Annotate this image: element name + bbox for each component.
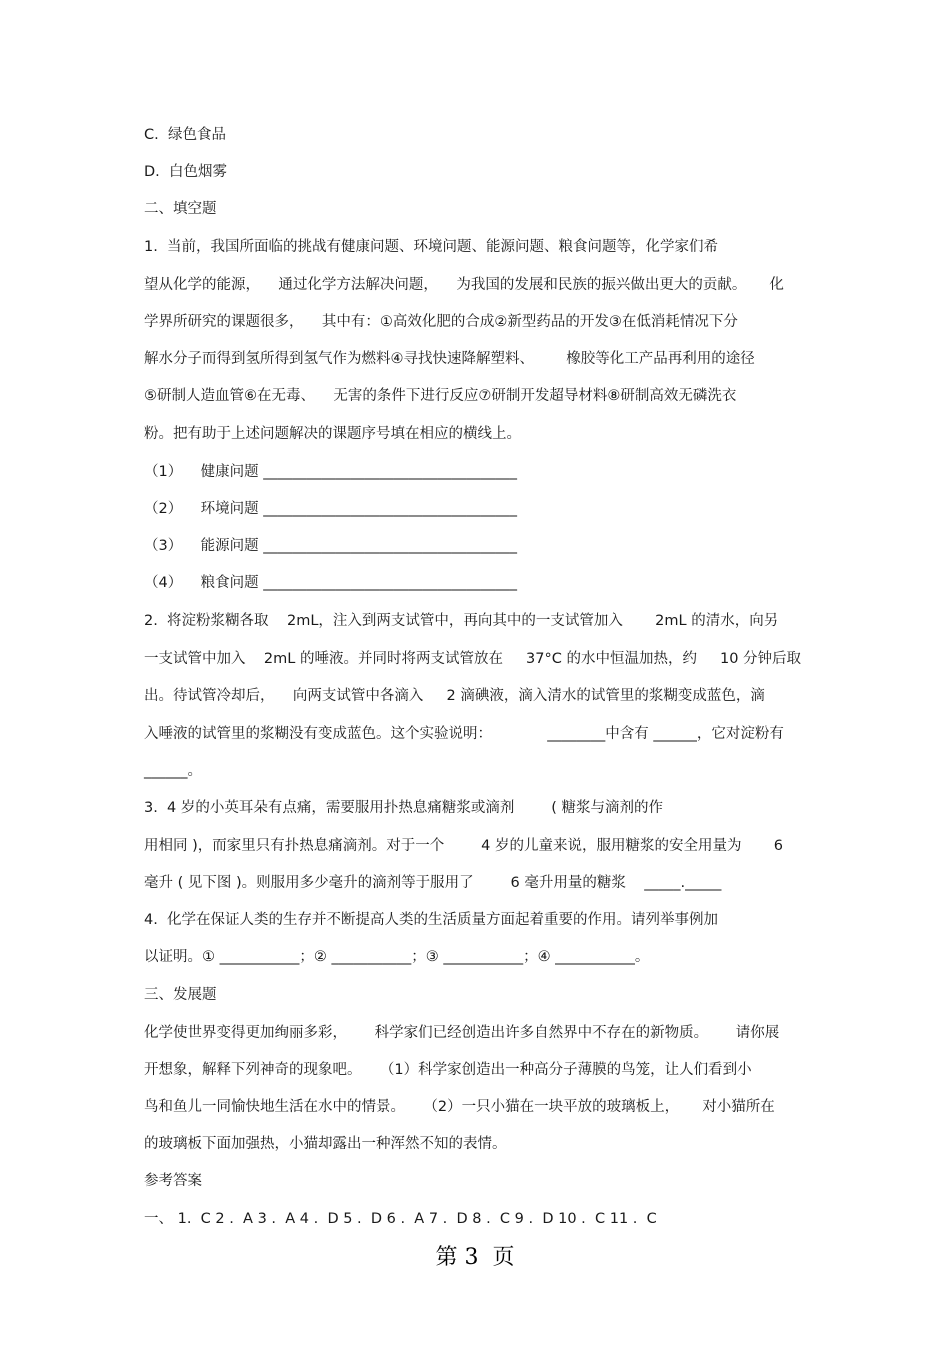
text-line-q4: 以证明。① ___________；② ___________；③ ___________；④ ___________。 (144, 949, 650, 965)
text-line-q3: 用相同 )，而家里只有扑热息痛滴剂。对于一个 4 岁的儿童来说，服用糖浆的安全用量为 6 (144, 838, 783, 854)
text-line-option-d: D. 白色烟雾 (144, 164, 227, 180)
text-line-answers: 一、 1. C 2 . A 3 . A 4 . D 5 . D 6 . A 7 . D 8 . C 9 . D 10 . C 11 . C (144, 1211, 657, 1227)
text-line-development: 鸟和鱼儿一同愉快地生活在水中的情景。 （2）一只小猫在一块平放的玻璃板上， 对小猫所在 (144, 1099, 775, 1115)
text-line-q1: 1. 当前，我国所面临的挑战有健康问题、环境问题、能源问题、粮食问题等，化学家们希 (144, 239, 719, 255)
text-line-q2: 2. 将淀粉浆糊各取 2mL，注入到两支试管中，再向其中的一支试管加入 2mL 的清水，向另 (144, 613, 779, 629)
text-line-q4: 4. 化学在保证人类的生存并不断提高人类的生活质量方面起着重要的作用。请列举事例加 (144, 912, 719, 928)
text-line-option-c: C. 绿色食品 (144, 127, 226, 143)
text-line-q1: 粉。把有助于上述问题解决的课题序号填在相应的横线上。 (144, 426, 521, 442)
text-line-q1: 解水分子而得到氢所得到氢气作为燃料④寻找快速降解塑料、 橡胶等化工产品再利用的途径 (144, 351, 755, 367)
text-line-q2: 出。待试管冷却后， 向两支试管中各滴入 2 滴碘液，滴入清水的试管里的浆糊变成蓝色，滴 (144, 688, 765, 704)
text-line-q3: 毫升 ( 见下图 )。则服用多少毫升的滴剂等于服用了 6 毫升用量的糖浆 _____._____ (144, 875, 722, 891)
text-line-development: 开想象，解释下列神奇的现象吧。 （1）科学家创造出一种高分子薄膜的鸟笼，让人们看到小 (144, 1062, 752, 1078)
text-line-q1: 学界所研究的课题很多， 其中有：①高效化肥的合成②新型药品的开发③在低消耗情况下分 (144, 314, 738, 330)
text-line-q1: 望从化学的能源， 通过化学方法解决问题， 为我国的发展和民族的振兴做出更大的贡献。 化 (144, 277, 784, 293)
text-line-q2: 入唾液的试管里的浆糊没有变成蓝色。这个实验说明： ________中含有 ______，它对淀粉有 (144, 726, 784, 742)
section-heading-development: 三、发展题 (144, 987, 217, 1003)
text-line-development: 化学使世界变得更加绚丽多彩， 科学家们已经创造出许多自然界中不存在的新物质。 请你展 (144, 1025, 780, 1041)
section-heading-fill-blank: 二、填空题 (144, 201, 217, 217)
text-line-q2: 一支试管中加入 2mL 的唾液。并同时将两支试管放在 37°C 的水中恒温加热，约 10 分钟后取 (144, 651, 802, 667)
answer-line-environment: （2） 环境问题 ___________________________________ (144, 501, 518, 517)
section-heading-answers: 参考答案 (144, 1173, 202, 1189)
text-line-q3: 3. 4 岁的小英耳朵有点痛，需要服用扑热息痛糖浆或滴剂 ( 糖浆与滴剂的作 (144, 800, 664, 816)
answer-line-energy: （3） 能源问题 ___________________________________ (144, 538, 518, 554)
text-line-q2: ______。 (144, 763, 202, 779)
page-number-footer: 第 3 页 (435, 1245, 515, 1270)
text-line-q1: ⑤研制人造血管⑥在无毒、 无害的条件下进行反应⑦研制开发超导材料⑧研制高效无磷洗衣 (144, 388, 737, 404)
answer-line-food: （4） 粮食问题 ___________________________________ (144, 575, 518, 591)
answer-line-health: （1） 健康问题 ___________________________________ (144, 464, 518, 480)
text-line-development: 的玻璃板下面加强热，小猫却露出一种浑然不知的表情。 (144, 1136, 507, 1152)
